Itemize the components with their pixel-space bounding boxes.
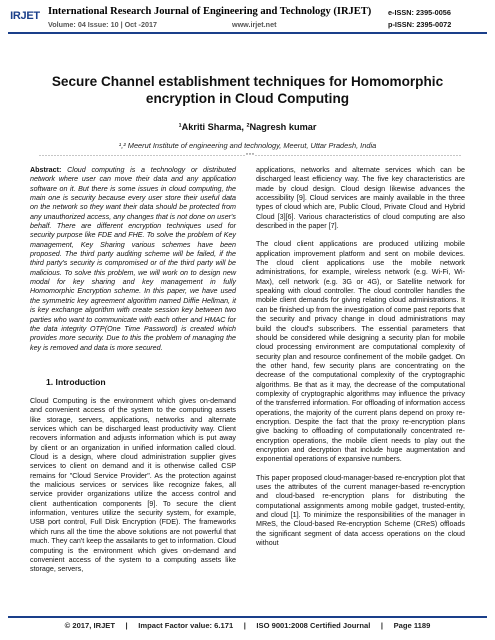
footer-divider: [8, 616, 487, 618]
author-affiliation: ¹,² Meerut Institute of engineering and technology, Meerut, Uttar Pradesh, India: [118, 141, 377, 150]
abstract: [30, 166, 236, 353]
logo-text: IRJET: [10, 10, 40, 22]
irjet-logo: [10, 4, 40, 28]
intro-paragraph: Cloud Computing is the environment which gives on-demand and convenient access of the system to the computing assets like storage, servers, applications, networks and alternate services which can be discharged least productivity way. Client recovers information and adjusts information which is put away by client or an organization in unified information called cloud. Cloud is a design, where cloud administration supplier gives services to client on demand and it is otherwise called CSP remains for "Cloud Service Provider". As the protection against the malicious services or services like recognize fakes, all service provider organizations utilize the access control and client authentication components [9]. To secure the client information, ventures utilize the security system, for example, USB port control, Full Disk Encryption (FDE). The frameworks which runs all the time the above solutions are not powerful that much. They can't keep the assailants to get to information. Cloud computing is the environment which gives on-demand and convenient access of the system to a computing assets like storage, servers,: [30, 397, 236, 574]
volume-issue: Volume: 04 Issue: 10 | Oct -2017: [48, 20, 157, 29]
paper-authors: ¹Akriti Sharma, ²Nagresh kumar: [178, 122, 317, 132]
journal-website[interactable]: www.irjet.net: [232, 20, 277, 29]
abstract-label: Abstract:: [30, 166, 62, 174]
section-separator: ---------------------------------------------------------------------***---------------------------------------------------------------------: [38, 153, 462, 159]
paper-title: Secure Channel establishment techniques for Homomorphic encryption in Cloud Computing: [51, 74, 444, 106]
header-divider: [8, 32, 487, 34]
p-issn: p-ISSN: 2395-0072: [388, 20, 452, 29]
right-column: [256, 166, 465, 548]
right-paragraph-2: The cloud client applications are produced utilizing mobile application improvement platform and sent on mobile devices. The cloud client applications use the mobile network administrations, for example, wireless network (e.g. Wi-Fi, Wi-Max), cell network (e.g. 3G or 4G), or Satellite network for speaking with cloud controller. The cloud controller handles the mobile client demands for giving relating cloud administrations. It can be finished up from the investigation of come past reports that the security and privacy change in cloud administrations may build the cloud's subscribers. The essential parameters that should be considered while designing a security plan for mobile cloud processing environment are computational complexity of security plan and resource confinement of the mobile gadget. On the other hand, few security plans are concentrating on the decrease of the computational complexity of the cryptographic algorithms. Be that as it may, the decrease of the computational complexity of cryptographic algorithms may influence the privacy of the transferred information. For offloading of information access operations, the majority of the current plans depend on proxy re-encryption. Despite the fact that the proxy re-encryption plans give backing to offloading of computationally concentrated re-encryption operations, the mobile client needs to play out the encryption and decryption that include huge augmentation and exponential operations of expansive numbers.: [256, 240, 465, 464]
abstract-text: Cloud computing is a technology or distributed network where user can move their data and any application software on it. But there is some issues in cloud computing, the main one is security because every user store their useful data on the network so they want their data should be protected from any unauthorized access, any changes that is not done on user's behalf. There are different encryption techniques used for security purpose like FDE and FHE. To solve the problem of Key management, Key Sharing various schemes have been proposed. The third party auditing scheme will be failed, if the third party's security is compromised or of the third party will be malicious. To solve this problem, we will work on to design new modal for key sharing and key management in fully Homomorphic Encryption scheme. In this paper, we have used the symmetric key agreement algorithm named Diffie Hellman, it is key exchange algorithm with create session key between two parties who want to communicate with each other and HMAC for the data integrity OTP(One Time Password) is created which provides more security. Due to this the problem of managing the key is removed and data is more secured.: [30, 166, 236, 352]
introduction-body: [30, 397, 236, 575]
journal-title: International Research Journal of Engineering and Technology (IRJET): [48, 6, 372, 17]
journal-header: [0, 0, 495, 36]
introduction-heading: 1. Introduction: [46, 377, 106, 387]
e-issn: e-ISSN: 2395-0056: [388, 8, 451, 17]
right-paragraph-1: applications, networks and alternate services which can be discharged least efficiency way. The five key characteristics are made by cloud design. Cloud design likewise advances the accessibility [9]. Cloud services are mainly available in the three types of cloud which are, Public Cloud, Private Cloud and Hybrid Cloud [3][6]. Various characteristics of cloud computing are also described in the paper [7].: [256, 166, 465, 231]
right-paragraph-3: This paper proposed cloud-manager-based re-encryption plot that uses the attributes of the current manager-based re-encryption and cloud-based re-encryption plans for distributing the computational assignments among mobile gadget, trusted-entity, and cloud [1]. To minimize the responsibilities of the manager in MReS, the Cloud-based Re-encryption Scheme (CReS) offloads the significant segment of data access operations on the cloud without: [256, 473, 465, 548]
page-footer: © 2017, IRJET | Impact Factor value: 6.171 | ISO 9001:2008 Certified Journal | Page 1189: [64, 621, 431, 630]
